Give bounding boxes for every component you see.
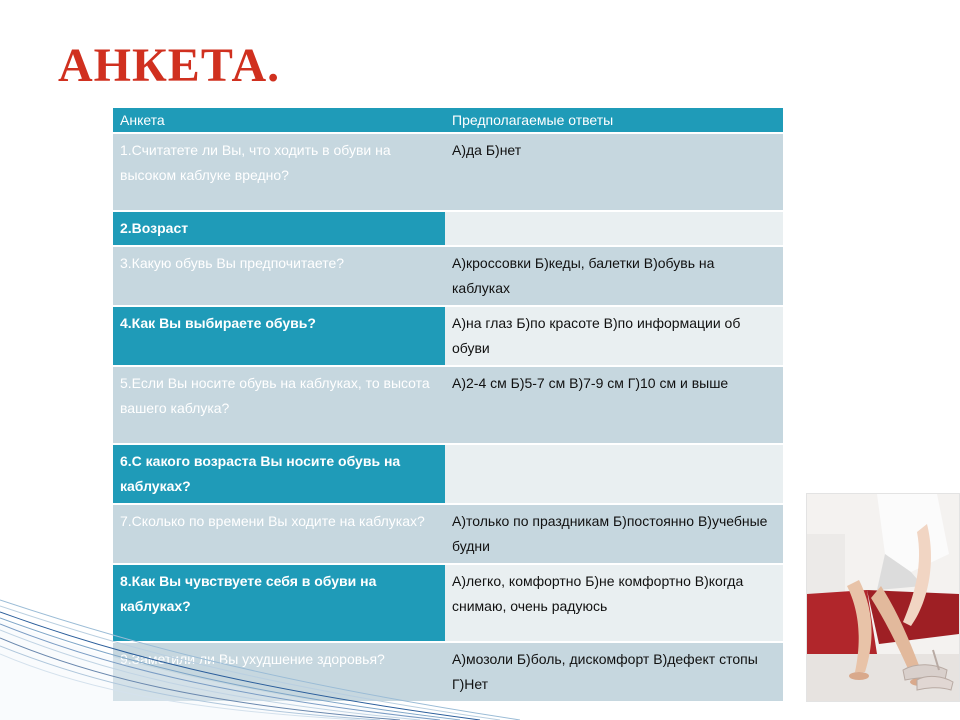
question-cell: 1.Считатете ли Вы, что ходить в обуви на высоком каблуке вредно? — [113, 133, 445, 211]
header-answers: Предполагаемые ответы — [445, 108, 783, 133]
table-row — [113, 444, 783, 504]
decorative-wave-lines — [0, 560, 520, 720]
answer-cell: А)кроссовки Б)кеды, балетки В)обувь на каблуках — [445, 246, 783, 306]
question-cell: 6.С какого возраста Вы носите обувь на каблуках? — [113, 444, 445, 504]
answer-cell: А)легко, комфортно Б)не комфортно В)когда снимаю, очень радуюсь — [445, 564, 783, 642]
table-row — [113, 246, 783, 306]
answer-cell — [445, 211, 783, 246]
question-cell: 3.Какую обувь Вы предпочитаете? — [113, 246, 445, 306]
question-cell: 4.Как Вы выбираете обувь? — [113, 306, 445, 366]
table-row — [113, 366, 783, 444]
table-header-row — [113, 108, 783, 133]
question-cell: 7.Сколько по времени Вы ходите на каблуках? — [113, 504, 445, 564]
answer-cell: А)2-4 см Б)5-7 см В)7-9 см Г)10 см и выше — [445, 366, 783, 444]
answer-cell: А)на глаз Б)по красоте В)по информации об обуви — [445, 306, 783, 366]
answer-cell — [445, 444, 783, 504]
question-cell: 9.Заметили ли Вы ухудшение здоровья? — [113, 642, 445, 702]
answer-cell: А)мозоли Б)боль, дискомфорт В)дефект стопы Г)Нет — [445, 642, 783, 702]
photo-illustration — [807, 494, 959, 701]
table-row — [113, 504, 783, 564]
question-cell: 5.Если Вы носите обувь на каблуках, то высота вашего каблука? — [113, 366, 445, 444]
slide-title: АНКЕТА. — [58, 39, 281, 92]
answer-cell: А)только по праздникам Б)постоянно В)учебные будни — [445, 504, 783, 564]
woman-holding-leg-photo — [806, 493, 960, 702]
header-question: Анкета — [113, 108, 445, 133]
answer-cell: А)да Б)нет — [445, 133, 783, 211]
table-row — [113, 306, 783, 366]
table-row — [113, 133, 783, 211]
table-row — [113, 211, 783, 246]
question-cell: 8.Как Вы чувствуете себя в обуви на каблуках? — [113, 564, 445, 642]
question-cell: 2.Возраст — [113, 211, 445, 246]
